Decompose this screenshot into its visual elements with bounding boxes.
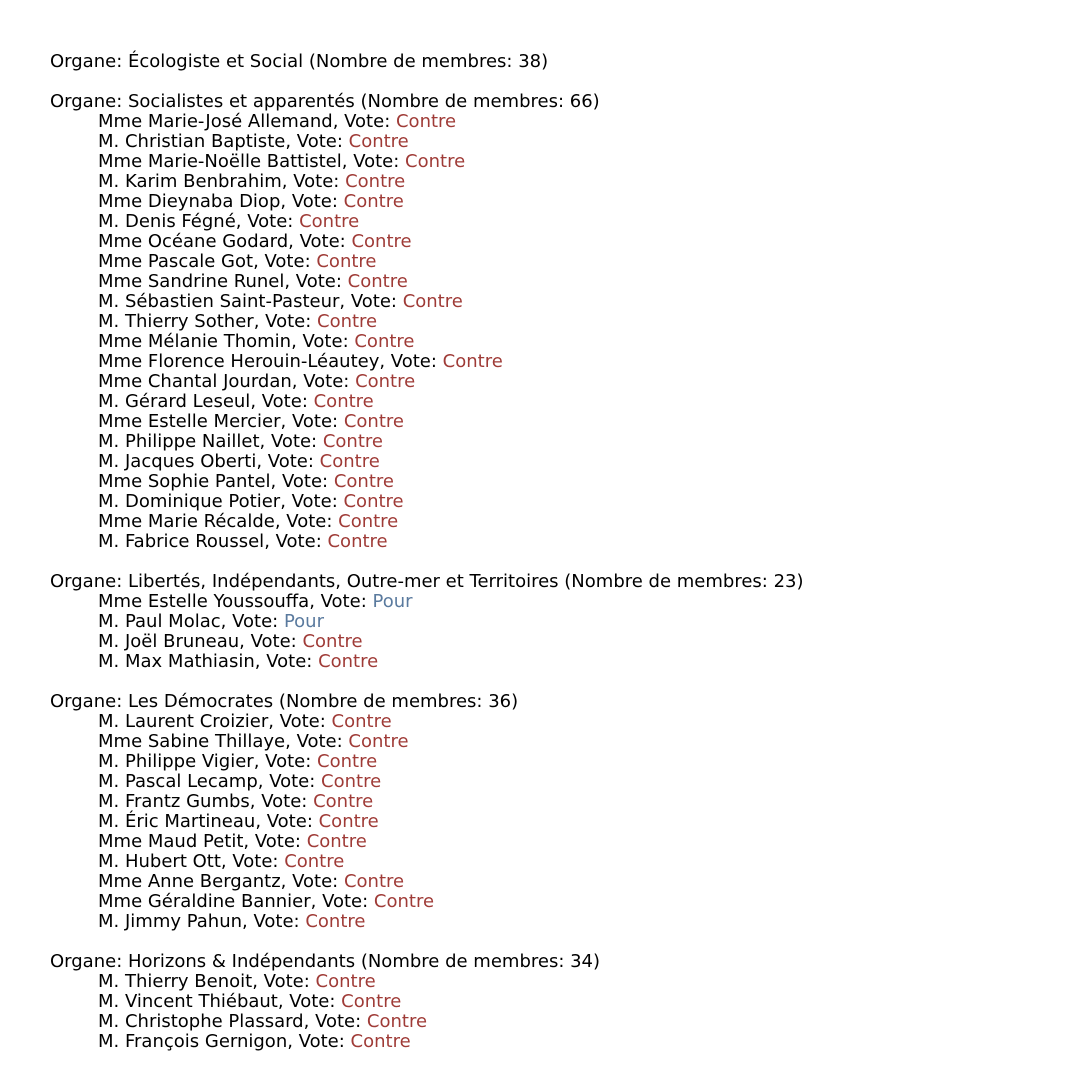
member-name: M. François Gernigon [98, 1031, 288, 1052]
vote-prefix: , Vote: [288, 231, 352, 252]
member-name: M. Thierry Sother [98, 311, 254, 332]
member-vote: Contre [316, 251, 377, 272]
member-vote: Contre [313, 791, 374, 812]
vote-prefix: , Vote: [281, 171, 346, 192]
member-vote: Contre [341, 991, 402, 1012]
organe-name: Les Démocrates [127, 691, 274, 712]
member-name: M. Gérard Leseul [98, 391, 251, 412]
member-name: M. Sébastien Saint-Pasteur [98, 291, 340, 312]
member-row [50, 992, 1070, 1012]
member-vote: Pour [283, 611, 324, 632]
member-name: M. Jimmy Pahun [98, 911, 243, 932]
member-vote: Contre [442, 351, 503, 372]
member-name: Mme Sabine Thillaye [98, 731, 286, 752]
vote-prefix: , Vote: [220, 611, 284, 632]
member-name: Mme Pascale Got [98, 251, 254, 272]
member-name: M. Paul Molac [98, 611, 221, 632]
organe-prefix: Organe: [50, 571, 128, 592]
member-row [50, 812, 1070, 832]
member-name: M. Frantz Gumbs [98, 791, 250, 812]
member-row [50, 172, 1070, 192]
member-row [50, 332, 1070, 352]
vote-prefix: , Vote: [379, 351, 443, 372]
organe-prefix: Organe: [50, 951, 128, 972]
member-vote: Contre [318, 811, 379, 832]
organe-name: Socialistes et apparentés [127, 91, 355, 112]
member-row [50, 792, 1070, 812]
member-row [50, 292, 1070, 312]
member-row [50, 892, 1070, 912]
member-vote: Contre [343, 191, 404, 212]
members-count-prefix: (Nombre de membres: [354, 91, 570, 112]
member-name: Mme Mélanie Thomin [98, 331, 292, 352]
member-vote: Contre [402, 291, 463, 312]
member-name: Mme Géraldine Bannier [98, 891, 311, 912]
vote-prefix: , Vote: [253, 311, 317, 332]
member-name: M. Dominique Potier [98, 491, 281, 512]
organe-group [50, 572, 1070, 672]
member-name: Mme Marie Récalde [98, 511, 275, 532]
member-row [50, 592, 1070, 612]
member-row [50, 192, 1070, 212]
member-row [50, 412, 1070, 432]
member-vote: Contre [321, 771, 382, 792]
vote-prefix: , Vote: [309, 591, 373, 612]
member-row [50, 212, 1070, 232]
vote-prefix: , Vote: [220, 851, 285, 872]
organe-group [50, 952, 1070, 1052]
members-count-suffix: ) [541, 51, 549, 72]
vote-prefix: , Vote: [332, 111, 396, 132]
organe-group [50, 52, 1070, 72]
organe-header [50, 692, 1070, 712]
member-vote: Contre [284, 851, 345, 872]
member-row [50, 352, 1070, 372]
member-name: M. Fabrice Roussel [98, 531, 265, 552]
member-name: M. Hubert Ott [98, 851, 221, 872]
member-name: M. Karim Benbrahim [98, 171, 282, 192]
vote-prefix: , Vote: [254, 651, 319, 672]
member-name: M. Pascal Lecamp [98, 771, 258, 792]
member-vote: Contre [354, 331, 415, 352]
vote-prefix: , Vote: [291, 371, 356, 392]
member-vote: Contre [317, 311, 378, 332]
member-name: Mme Océane Godard [98, 231, 289, 252]
vote-prefix: , Vote: [242, 911, 306, 932]
member-row [50, 612, 1070, 632]
vote-prefix: , Vote: [250, 391, 314, 412]
member-vote: Contre [331, 711, 392, 732]
member-row [50, 632, 1070, 652]
members-count-suffix: ) [592, 91, 600, 112]
member-name: M. Christophe Plassard [98, 1011, 304, 1032]
member-vote: Pour [372, 591, 413, 612]
member-row [50, 772, 1070, 792]
member-vote: Contre [348, 731, 409, 752]
vote-prefix: , Vote: [253, 251, 317, 272]
organe-name: Horizons & Indépendants [127, 951, 356, 972]
members-count-prefix: (Nombre de membres: [303, 51, 519, 72]
member-vote: Contre [343, 871, 405, 892]
member-name: M. Philippe Vigier [98, 751, 254, 772]
organe-header [50, 952, 1070, 972]
vote-prefix: , Vote: [341, 151, 406, 172]
members-count-prefix: (Nombre de membres: [355, 951, 571, 972]
member-name: M. Max Mathiasin [98, 651, 255, 672]
member-name: M. Christian Baptiste [98, 131, 286, 152]
member-vote: Contre [348, 131, 409, 152]
vote-prefix: , Vote: [339, 291, 403, 312]
member-vote: Contre [351, 231, 412, 252]
vote-prefix: , Vote: [285, 131, 349, 152]
vote-prefix: , Vote: [270, 471, 334, 492]
member-row [50, 432, 1070, 452]
vote-prefix: , Vote: [253, 751, 318, 772]
member-row [50, 132, 1070, 152]
vote-prefix: , Vote: [257, 771, 322, 792]
member-name: M. Joël Bruneau [98, 631, 240, 652]
members-count: 23 [773, 571, 797, 592]
member-name: Mme Florence Herouin-Léautey [98, 351, 380, 372]
member-vote: Contre [306, 831, 367, 852]
member-name: Mme Estelle Youssouffa [98, 591, 310, 612]
member-vote: Contre [338, 511, 399, 532]
organe-group [50, 92, 1070, 552]
member-name: Mme Dieynaba Diop [98, 191, 281, 212]
vote-prefix: , Vote: [291, 331, 355, 352]
member-vote: Contre [327, 531, 388, 552]
organe-header [50, 572, 1070, 592]
member-vote: Contre [315, 971, 376, 992]
vote-prefix: , Vote: [280, 491, 344, 512]
member-row [50, 652, 1070, 672]
member-row [50, 472, 1070, 492]
member-name: M. Philippe Naillet [98, 431, 260, 452]
member-row [50, 1012, 1070, 1032]
vote-prefix: , Vote: [280, 411, 344, 432]
member-vote: Contre [333, 471, 394, 492]
member-row [50, 232, 1070, 252]
member-row [50, 872, 1070, 892]
member-vote: Contre [322, 431, 383, 452]
member-row [50, 492, 1070, 512]
member-name: M. Jacques Oberti [98, 451, 257, 472]
member-name: M. Laurent Croizier [98, 711, 269, 732]
member-row [50, 532, 1070, 552]
vote-prefix: , Vote: [277, 991, 342, 1012]
organe-prefix: Organe: [50, 91, 128, 112]
vote-prefix: , Vote: [285, 731, 349, 752]
member-vote: Contre [350, 1031, 411, 1052]
member-row [50, 852, 1070, 872]
vote-prefix: , Vote: [252, 971, 316, 992]
member-name: Mme Chantal Jourdan [98, 371, 292, 392]
organe-prefix: Organe: [50, 691, 128, 712]
vote-prefix: , Vote: [255, 811, 319, 832]
member-row [50, 1032, 1070, 1052]
members-count: 34 [570, 951, 594, 972]
member-row [50, 272, 1070, 292]
member-row [50, 312, 1070, 332]
member-name: Mme Sandrine Runel [98, 271, 285, 292]
member-vote: Contre [345, 171, 406, 192]
vote-prefix: , Vote: [303, 1011, 367, 1032]
members-count-suffix: ) [511, 691, 519, 712]
vote-prefix: , Vote: [259, 431, 323, 452]
member-name: M. Thierry Benoit [98, 971, 253, 992]
vote-prefix: , Vote: [274, 511, 339, 532]
member-row [50, 152, 1070, 172]
vote-prefix: , Vote: [235, 211, 300, 232]
member-name: Mme Marie-José Allemand [98, 111, 333, 132]
member-name: M. Éric Martineau [98, 811, 256, 832]
member-vote: Contre [373, 891, 435, 912]
member-name: Mme Anne Bergantz [98, 871, 281, 892]
vote-document [50, 52, 1070, 1072]
member-vote: Contre [318, 651, 379, 672]
organe-name: Écologiste et Social [127, 51, 304, 72]
vote-prefix: , Vote: [284, 271, 348, 292]
members-count: 38 [518, 51, 542, 72]
member-vote: Contre [305, 911, 366, 932]
vote-prefix: , Vote: [264, 531, 328, 552]
member-row [50, 452, 1070, 472]
member-name: M. Vincent Thiébaut [98, 991, 278, 1012]
member-name: Mme Sophie Pantel [98, 471, 271, 492]
vote-prefix: , Vote: [287, 1031, 351, 1052]
members-count-prefix: (Nombre de membres: [273, 691, 489, 712]
member-name: Mme Estelle Mercier [98, 411, 281, 432]
member-row [50, 372, 1070, 392]
member-vote: Contre [405, 151, 466, 172]
members-count-suffix: ) [796, 571, 804, 592]
member-vote: Contre [313, 391, 374, 412]
member-vote: Contre [317, 751, 378, 772]
vote-prefix: , Vote: [280, 871, 344, 892]
vote-prefix: , Vote: [256, 451, 320, 472]
member-vote: Contre [343, 491, 404, 512]
member-row [50, 832, 1070, 852]
member-row [50, 112, 1070, 132]
member-row [50, 732, 1070, 752]
vote-prefix: , Vote: [310, 891, 374, 912]
member-row [50, 972, 1070, 992]
organe-prefix: Organe: [50, 51, 128, 72]
member-name: M. Denis Fégné [98, 211, 236, 232]
member-row [50, 912, 1070, 932]
vote-prefix: , Vote: [239, 631, 303, 652]
member-row [50, 712, 1070, 732]
member-name: Mme Maud Petit [98, 831, 244, 852]
member-vote: Contre [299, 211, 360, 232]
member-vote: Contre [366, 1011, 428, 1032]
member-vote: Contre [343, 411, 404, 432]
member-name: Mme Marie-Noëlle Battistel [98, 151, 342, 172]
member-row [50, 252, 1070, 272]
vote-prefix: , Vote: [249, 791, 314, 812]
vote-prefix: , Vote: [243, 831, 307, 852]
organe-header [50, 52, 1070, 72]
member-vote: Contre [355, 371, 416, 392]
member-vote: Contre [347, 271, 408, 292]
member-vote: Contre [395, 111, 457, 132]
members-count-prefix: (Nombre de membres: [558, 571, 774, 592]
members-count: 66 [569, 91, 593, 112]
member-row [50, 512, 1070, 532]
vote-prefix: , Vote: [280, 191, 344, 212]
vote-prefix: , Vote: [268, 711, 332, 732]
organe-group [50, 692, 1070, 932]
members-count: 36 [488, 691, 512, 712]
organe-name: Libertés, Indépendants, Outre-mer et Territoires [127, 571, 559, 592]
members-count-suffix: ) [593, 951, 601, 972]
member-row [50, 752, 1070, 772]
organe-header [50, 92, 1070, 112]
member-row [50, 392, 1070, 412]
member-vote: Contre [302, 631, 363, 652]
member-vote: Contre [319, 451, 380, 472]
